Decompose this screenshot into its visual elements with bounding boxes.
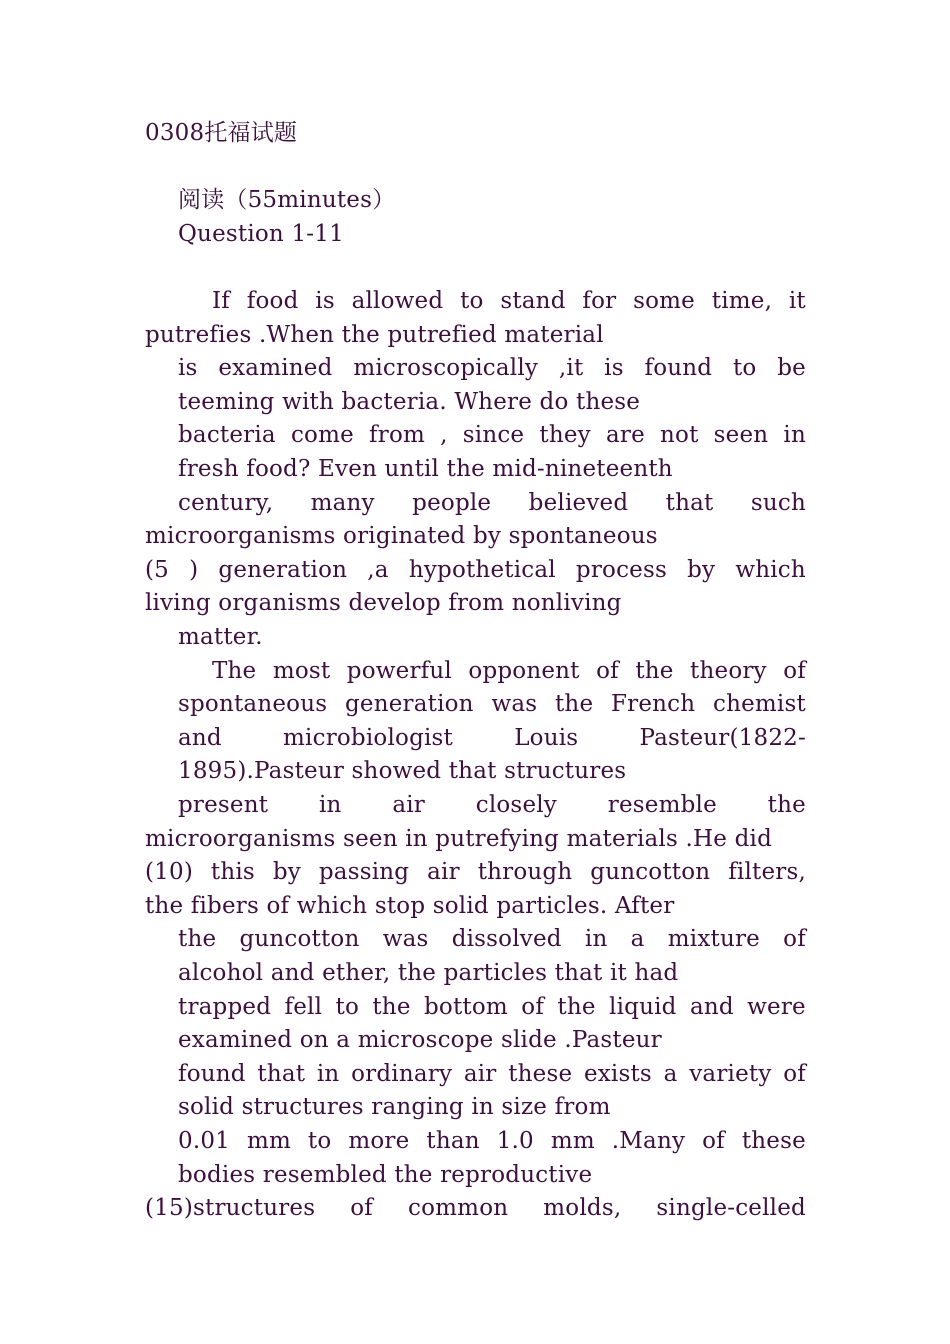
passage-word: in (318, 792, 342, 818)
passage-word: passing (318, 859, 410, 886)
passage-line (145, 1191, 806, 1225)
passage-word: the (178, 926, 217, 953)
passage-word: such (750, 489, 806, 516)
passage-word: were (747, 993, 806, 1020)
passage-word: many (310, 489, 375, 516)
passage-word: than (426, 1128, 480, 1154)
passage-word: (15)structures (145, 1195, 316, 1222)
passage-line (178, 351, 806, 385)
passage-line (212, 284, 806, 318)
passage-word: air (463, 1060, 497, 1087)
passage-word: French (611, 691, 696, 718)
passage-word: liquid (609, 993, 677, 1020)
passage-word: is (178, 355, 198, 382)
passage-line (178, 721, 806, 755)
passage-line (178, 1124, 806, 1158)
passage-word: in (316, 1060, 340, 1087)
passage-line: 1895).Pasteur showed that structures (178, 758, 627, 785)
passage-line (178, 990, 806, 1024)
passage-word: come (290, 422, 354, 449)
passage-line: matter. (178, 624, 263, 650)
passage-line: bodies resembled the reproductive (178, 1161, 593, 1188)
passage-word: single-celled (656, 1195, 806, 1222)
passage-word: are (605, 422, 645, 449)
passage-line (178, 486, 806, 520)
passage-line: putrefies .When the putrefied material (145, 321, 604, 348)
section-heading: 阅读（55minutes） (178, 187, 396, 213)
passage-word: process (575, 556, 667, 583)
passage-word: was (491, 691, 538, 718)
passage-word: was (382, 926, 429, 953)
passage-word: hypothetical (408, 556, 556, 583)
passage-word: through (477, 859, 573, 886)
passage-line: alcohol and ether, the particles that it had (178, 960, 679, 986)
passage-word: time, (711, 288, 773, 314)
passage-word: chemist (713, 691, 806, 718)
passage-word: guncotton (239, 926, 360, 953)
passage-word: these (508, 1060, 573, 1087)
passage-word: bacteria (178, 422, 276, 449)
passage-word: , (440, 422, 448, 449)
passage-word: trapped (178, 993, 272, 1020)
passage-word: it (788, 288, 806, 314)
passage-word: of (783, 926, 806, 953)
passage-word: filters, (728, 859, 806, 886)
passage-line (178, 418, 806, 452)
passage-line (178, 687, 806, 721)
passage-word: most (272, 657, 331, 684)
passage-word: believed (528, 489, 629, 516)
passage-word: found (178, 1060, 246, 1087)
passage-word: of (596, 657, 619, 684)
passage-word: .Many (611, 1128, 686, 1154)
passage-word: from (369, 422, 426, 449)
passage-word: the (554, 691, 594, 718)
passage-line: microorganisms seen in putrefying materials .He did (145, 825, 772, 852)
passage-word: ,a (367, 556, 389, 583)
passage-word: molds, (543, 1195, 622, 1222)
passage-word: this (210, 859, 255, 886)
passage-word: air (392, 792, 425, 818)
passage-word: opponent (468, 657, 580, 684)
passage-word: more (348, 1128, 410, 1154)
passage-word: a (630, 926, 645, 953)
passage-word: stand (500, 288, 566, 314)
passage-word: mm (246, 1128, 291, 1154)
passage-word: generation (218, 556, 348, 583)
passage-word: The (212, 657, 257, 684)
passage-word: of (783, 657, 806, 684)
passage-word: the (767, 792, 806, 818)
passage-word: found (644, 355, 713, 382)
passage-word: to (732, 355, 757, 382)
passage-word: If (212, 288, 230, 314)
passage-word: the (557, 993, 596, 1020)
passage-word: mm (550, 1128, 595, 1154)
passage-word: food (246, 288, 299, 314)
passage-word: and (178, 724, 222, 751)
passage-word: which (735, 556, 806, 583)
passage-line (178, 922, 806, 956)
passage-word: guncotton (590, 859, 711, 886)
passage-word: that (665, 489, 714, 516)
passage-word: to (307, 1128, 332, 1154)
passage-word: 0.01 (178, 1128, 231, 1154)
passage-word: these (741, 1128, 806, 1154)
passage-word: not (660, 422, 699, 449)
passage-word: to (460, 288, 484, 314)
passage-line: the fibers of which stop solid particles. After (145, 892, 675, 919)
passage-word: is (315, 288, 335, 314)
passage-word: of (521, 993, 545, 1020)
passage-word: of (350, 1195, 374, 1222)
passage-word: exists (583, 1060, 652, 1087)
passage-word: closely (475, 792, 557, 818)
question-range: Question 1-11 (178, 221, 344, 247)
passage-word: 1.0 (496, 1128, 534, 1154)
passage-word: (5 (145, 556, 170, 583)
passage-word: (10) (145, 859, 194, 886)
passage-word: allowed (351, 288, 444, 314)
passage-word: microbiologist (283, 724, 453, 751)
passage-word: ) (189, 556, 199, 583)
passage-word: fell (284, 993, 323, 1020)
passage-word: air (427, 859, 460, 886)
passage-word: a (663, 1060, 678, 1087)
passage-word: common (408, 1195, 509, 1222)
passage-word: Louis (514, 724, 579, 751)
passage-word: present (178, 792, 269, 818)
passage-word: variety (689, 1060, 772, 1087)
passage-word: generation (344, 691, 474, 718)
passage-word: to (335, 993, 359, 1020)
passage-word: by (687, 556, 716, 583)
passage-line: microorganisms originated by spontaneous (145, 523, 658, 550)
passage-word: in (584, 926, 608, 953)
passage-word: mixture (667, 926, 760, 953)
passage-line: living organisms develop from nonliving (145, 590, 622, 617)
document-title: 0308托福试题 (145, 120, 298, 146)
passage-word: century, (178, 489, 274, 516)
passage-word: of (783, 1060, 806, 1087)
passage-word: that (257, 1060, 306, 1087)
passage-word: they (539, 422, 591, 449)
passage-line (145, 553, 806, 587)
passage-word: the (635, 657, 674, 684)
passage-word: is (604, 355, 624, 382)
passage-line: fresh food? Even until the mid-nineteenth (178, 456, 673, 482)
passage-word: theory (690, 657, 767, 684)
passage-word: people (412, 489, 492, 516)
passage-word: ordinary (351, 1060, 453, 1087)
passage-word: and (689, 993, 734, 1020)
passage-word: the (372, 993, 411, 1020)
passage-word: for (582, 288, 617, 314)
passage-word: microscopically (353, 355, 539, 382)
passage-word: examined (218, 355, 333, 382)
passage-word: be (777, 355, 806, 382)
passage-line (212, 654, 806, 688)
passage-word: dissolved (451, 926, 562, 953)
passage-line (145, 855, 806, 889)
passage-word: ,it (558, 355, 584, 382)
passage-word: some (633, 288, 695, 314)
passage-word: bottom (424, 993, 508, 1020)
passage-line: solid structures ranging in size from (178, 1094, 611, 1121)
passage-line: teeming with bacteria. Where do these (178, 388, 641, 415)
passage-word: Pasteur(1822- (639, 724, 806, 751)
passage-word: of (702, 1128, 725, 1154)
passage-word: in (783, 422, 806, 449)
passage-line: examined on a microscope slide .Pasteur (178, 1027, 662, 1054)
passage-word: spontaneous (178, 691, 328, 718)
passage-line (178, 788, 806, 822)
passage-word: by (272, 859, 301, 886)
passage-line (178, 1057, 806, 1091)
passage-word: since (462, 422, 525, 449)
passage-word: powerful (346, 657, 452, 684)
passage-word: resemble (607, 792, 717, 818)
passage-word: seen (713, 422, 769, 449)
